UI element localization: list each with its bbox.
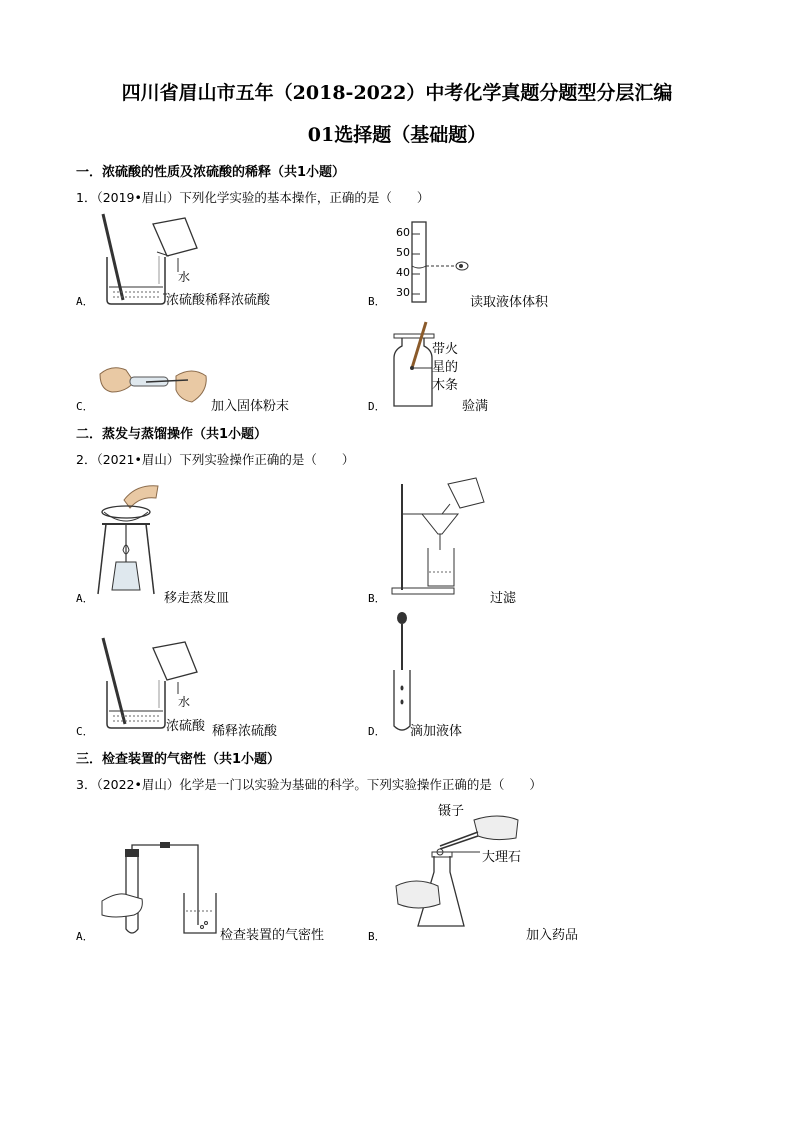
question-2: 2．（2021•眉山）下列实验操作正确的是（ ） — [76, 452, 355, 467]
page-subtitle: 01选择题（基础题） — [307, 124, 487, 146]
option-letter-1c: C． — [76, 400, 94, 413]
option-caption-1b: 读取液体体积 — [470, 295, 549, 310]
tick-60: 60 — [396, 226, 410, 239]
option-letter-2d: D． — [368, 725, 386, 738]
figure-2b-filtration — [390, 474, 490, 598]
option-caption-2a: 移走蒸发皿 — [164, 591, 230, 606]
label-tweezers: 镊子 — [438, 804, 465, 819]
option-letter-1b: B． — [368, 295, 386, 308]
option-letter-1d: D． — [368, 400, 386, 413]
figure-1c-test-tube — [96, 362, 211, 412]
label-water-2c: 水 — [178, 695, 191, 709]
option-caption-3b: 加入药品 — [526, 928, 579, 943]
tick-30: 30 — [396, 286, 410, 299]
label-marble: 大理石 — [482, 850, 522, 865]
section-heading-2: 二．蒸发与蒸馏操作（共1小题） — [76, 427, 268, 442]
option-letter-2c: C． — [76, 725, 94, 738]
label-water-1a: 水 — [178, 270, 191, 284]
page-title: 四川省眉山市五年（2018-2022）中考化学真题分题型分层汇编 — [121, 82, 673, 104]
figure-2d-dropper — [390, 612, 414, 734]
option-letter-2b: B． — [368, 592, 386, 605]
figure-3a-airtightness — [98, 845, 223, 937]
tick-40: 40 — [396, 266, 410, 279]
option-letter-2a: A． — [76, 592, 94, 605]
label-conc-acid-2c: 浓硫酸 — [166, 719, 206, 734]
label-splint-2: 星的 — [432, 360, 459, 375]
question-3: 3．（2022•眉山）化学是一门以实验为基础的科学。下列实验操作正确的是（ ） — [76, 777, 542, 792]
option-caption-3a: 检查装置的气密性 — [220, 928, 325, 943]
section-heading-3: 三．检查装置的气密性（共1小题） — [76, 752, 281, 767]
option-letter-3a: A． — [76, 930, 94, 943]
label-splint-1: 带火 — [432, 342, 459, 357]
option-caption-1d: 验满 — [462, 399, 489, 414]
option-letter-3b: B． — [368, 930, 386, 943]
option-caption-1a: 浓硫酸稀释浓硫酸 — [166, 293, 271, 308]
section-heading-1: 一．浓硫酸的性质及浓硫酸的稀释（共1小题） — [76, 165, 346, 180]
figure-2a-evaporation — [96, 480, 166, 598]
label-splint-3: 木条 — [432, 378, 459, 393]
option-letter-1a: A． — [76, 295, 94, 308]
tick-50: 50 — [396, 246, 410, 259]
question-1: 1．（2019•眉山）下列化学实验的基本操作，正确的是（ ） — [76, 190, 430, 205]
option-caption-2b: 过滤 — [490, 591, 517, 606]
option-caption-2d: 滴加液体 — [410, 724, 463, 739]
option-caption-2c: 稀释浓硫酸 — [212, 724, 278, 739]
option-caption-1c: 加入固体粉末 — [211, 399, 290, 414]
figure-3b-add-reagent — [394, 812, 524, 936]
